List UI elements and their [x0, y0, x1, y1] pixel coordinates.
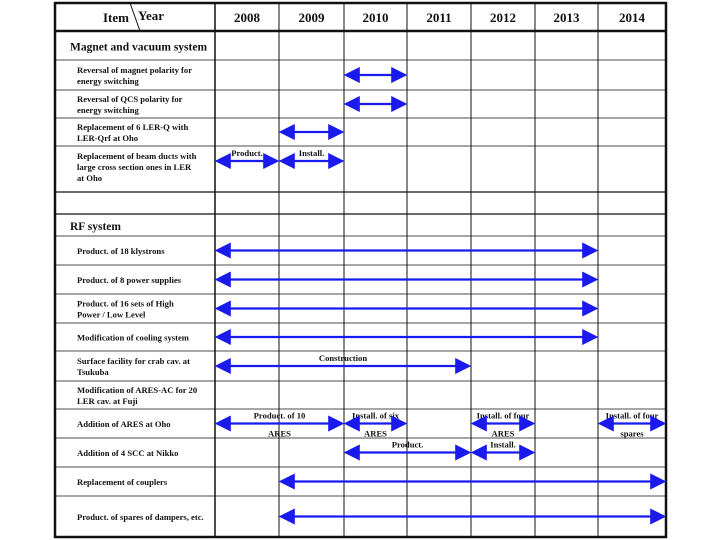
- year-header-2011: 2011: [426, 10, 452, 25]
- row-label: Reversal of magnet polarity for energy switching: [77, 65, 193, 86]
- bar-label: Install.: [298, 148, 325, 158]
- bar-label: Install. of six: [351, 410, 400, 421]
- bar-label: Product.: [231, 148, 263, 158]
- bar-label: Product.: [391, 439, 424, 450]
- bar-label: Product. of 10: [253, 410, 306, 421]
- year-header-2010: 2010: [362, 10, 389, 25]
- bar-sublabel: ARES: [268, 428, 291, 439]
- bar-label: Construction: [318, 353, 368, 363]
- row-label: Replacement of couplers: [77, 477, 168, 487]
- row-label: Replacement of beam ducts with large cross section ones in LER at Oho: [77, 151, 197, 183]
- bar-label: Install. of four: [605, 410, 659, 421]
- year-header-2014: 2014: [619, 10, 645, 25]
- year-header-2012: 2012: [490, 10, 516, 25]
- bar-sublabel: ARES: [491, 428, 515, 439]
- section-title: Magnet and vacuum system: [70, 41, 208, 54]
- header-item-label: Item: [103, 10, 129, 25]
- header-year-label: Year: [138, 8, 164, 23]
- row-label: Modification of cooling system: [77, 332, 189, 343]
- row-label: Modification of ARES-AC for 20 LER cav. at Fuji: [77, 385, 198, 406]
- bar-sublabel: ARES: [364, 428, 387, 439]
- row-label: Reversal of QCS polarity for energy switching: [77, 94, 183, 115]
- row-label: Product. of 8 power supplies: [77, 275, 182, 285]
- row-label: Product. of spares of dampers, etc.: [77, 512, 204, 522]
- row-label: Addition of 4 SCC at Nikko: [77, 448, 179, 458]
- row-label: Product. of 16 sets of High Power / Low Level: [77, 298, 174, 320]
- row-label: Product. of 18 klystrons: [77, 246, 165, 256]
- row-label: Addition of ARES at Oho: [77, 419, 171, 429]
- year-header-2008: 2008: [234, 10, 260, 25]
- year-header-2009: 2009: [298, 10, 325, 25]
- section-title: RF system: [70, 221, 121, 233]
- year-header-2013: 2013: [553, 10, 580, 25]
- bar-label: Install. of four: [476, 410, 530, 421]
- row-label: Replacement of 6 LER-Q with LER-Qrf at Oho: [77, 122, 189, 143]
- row-label: Surface facility for crab cav. at Tsukuba: [77, 356, 190, 377]
- bar-label: Install.: [490, 439, 516, 450]
- bar-sublabel: spares: [620, 428, 644, 439]
